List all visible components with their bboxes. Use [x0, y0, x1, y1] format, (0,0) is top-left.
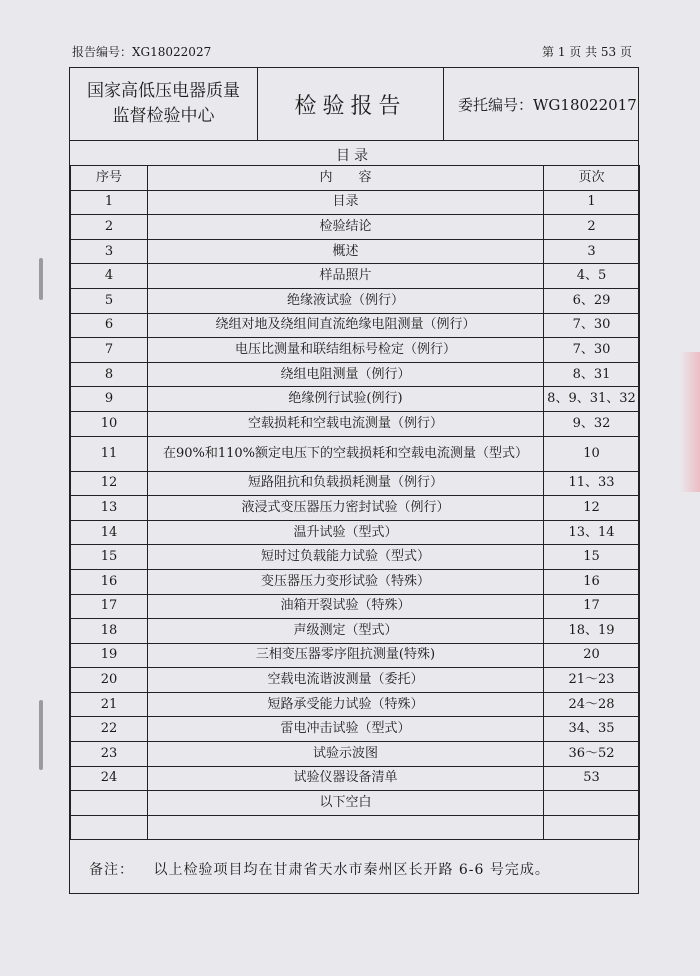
- toc-section: [69, 141, 639, 894]
- toc-cell-seq: 3: [71, 239, 148, 264]
- seal-edge: [680, 352, 700, 492]
- toc-cell-content: 短时过负载能力试验（型式）: [148, 545, 544, 570]
- toc-cell-content: 检验结论: [148, 215, 544, 240]
- toc-cell-content: 空载损耗和空载电流测量（例行）: [148, 411, 544, 436]
- toc-cell-seq: 10: [71, 411, 148, 436]
- col-seq-header: 序号: [71, 166, 148, 191]
- toc-cell-content: [148, 815, 544, 840]
- toc-cell-seq: 12: [71, 471, 148, 496]
- toc-cell-page: 17: [544, 594, 640, 619]
- table-row: [71, 411, 640, 436]
- table-row: [71, 717, 640, 742]
- toc-cell-page: [544, 815, 640, 840]
- toc-cell-content: 以下空白: [148, 791, 544, 816]
- toc-cell-seq: 20: [71, 668, 148, 693]
- toc-cell-page: 12: [544, 496, 640, 521]
- organization-cell: [70, 68, 258, 140]
- toc-cell-seq: 2: [71, 215, 148, 240]
- page-number: 第 1 页 共 53 页: [542, 45, 632, 59]
- toc-cell-seq: 9: [71, 387, 148, 412]
- toc-cell-seq: [71, 815, 148, 840]
- toc-cell-seq: 13: [71, 496, 148, 521]
- table-row: [71, 668, 640, 693]
- toc-cell-content: 在90%和110%额定电压下的空载损耗和空载电流测量（型式）: [148, 436, 544, 471]
- toc-cell-content: 液浸式变压器压力密封试验（例行）: [148, 496, 544, 521]
- toc-cell-content: 绝缘液试验（例行）: [148, 288, 544, 313]
- table-row: [71, 239, 640, 264]
- toc-cell-content: 三相变压器零序阻抗测量(特殊): [148, 643, 544, 668]
- table-row: [71, 766, 640, 791]
- table-row: [71, 288, 640, 313]
- toc-table: [70, 165, 640, 840]
- table-row: [71, 791, 640, 816]
- toc-cell-seq: [71, 791, 148, 816]
- toc-cell-page: 4、5: [544, 264, 640, 289]
- table-row: [71, 569, 640, 594]
- table-row: [71, 742, 640, 767]
- toc-cell-seq: 14: [71, 520, 148, 545]
- toc-cell-seq: 17: [71, 594, 148, 619]
- table-row: [71, 362, 640, 387]
- toc-cell-seq: 22: [71, 717, 148, 742]
- page-header-line: [72, 43, 632, 60]
- toc-cell-page: 20: [544, 643, 640, 668]
- toc-cell-content: 短路承受能力试验（特殊）: [148, 692, 544, 717]
- toc-cell-page: 9、32: [544, 411, 640, 436]
- table-row: [71, 815, 640, 840]
- toc-cell-page: 10: [544, 436, 640, 471]
- col-content-header: 内 容: [148, 166, 544, 191]
- toc-title: 目录: [336, 148, 372, 164]
- table-row: [71, 619, 640, 644]
- toc-cell-page: 3: [544, 239, 640, 264]
- binder-hole: [39, 258, 43, 300]
- toc-cell-seq: 23: [71, 742, 148, 767]
- table-row: [71, 496, 640, 521]
- note-label: 备注：: [89, 862, 134, 878]
- toc-cell-seq: 6: [71, 313, 148, 338]
- toc-cell-page: 16: [544, 569, 640, 594]
- toc-cell-seq: 21: [71, 692, 148, 717]
- toc-cell-page: [544, 791, 640, 816]
- toc-cell-content: 雷电冲击试验（型式）: [148, 717, 544, 742]
- toc-cell-seq: 8: [71, 362, 148, 387]
- toc-cell-content: 概述: [148, 239, 544, 264]
- table-row: [71, 313, 640, 338]
- report-number: 报告编号：XG18022027: [72, 45, 212, 59]
- toc-cell-seq: 7: [71, 338, 148, 363]
- toc-cell-page: 7、30: [544, 313, 640, 338]
- toc-cell-content: 绕组电阻测量（例行）: [148, 362, 544, 387]
- toc-cell-seq: 4: [71, 264, 148, 289]
- table-row: [71, 215, 640, 240]
- toc-cell-content: 声级测定（型式）: [148, 619, 544, 644]
- table-row: [71, 545, 640, 570]
- toc-cell-page: 24～28: [544, 692, 640, 717]
- table-row: [71, 387, 640, 412]
- toc-cell-content: 油箱开裂试验（特殊）: [148, 594, 544, 619]
- toc-cell-seq: 1: [71, 190, 148, 215]
- toc-cell-page: 36～52: [544, 742, 640, 767]
- toc-cell-page: 34、35: [544, 717, 640, 742]
- toc-cell-page: 21～23: [544, 668, 640, 693]
- toc-cell-seq: 18: [71, 619, 148, 644]
- toc-cell-content: 变压器压力变形试验（特殊）: [148, 569, 544, 594]
- table-row: [71, 594, 640, 619]
- toc-cell-content: 绝缘例行试验(例行): [148, 387, 544, 412]
- report-title: 检验报告: [258, 68, 444, 140]
- toc-cell-content: 电压比测量和联结组标号检定（例行）: [148, 338, 544, 363]
- toc-cell-content: 试验仪器设备清单: [148, 766, 544, 791]
- col-page-header: 页次: [544, 166, 640, 191]
- toc-cell-seq: 16: [71, 569, 148, 594]
- toc-cell-seq: 5: [71, 288, 148, 313]
- table-row: [71, 436, 640, 471]
- toc-header-row: [71, 166, 640, 191]
- toc-cell-page: 13、14: [544, 520, 640, 545]
- toc-cell-content: 试验示波图: [148, 742, 544, 767]
- toc-cell-seq: 24: [71, 766, 148, 791]
- toc-cell-page: 1: [544, 190, 640, 215]
- report-header: [69, 67, 639, 141]
- toc-cell-page: 6、29: [544, 288, 640, 313]
- toc-cell-seq: 19: [71, 643, 148, 668]
- toc-cell-page: 53: [544, 766, 640, 791]
- commission-number: 委托编号：WG18022017: [458, 95, 637, 114]
- toc-cell-content: 空载电流谐波测量（委托）: [148, 668, 544, 693]
- toc-cell-seq: 11: [71, 436, 148, 471]
- table-row: [71, 471, 640, 496]
- toc-cell-content: 样品照片: [148, 264, 544, 289]
- table-row: [71, 520, 640, 545]
- toc-cell-content: 绕组对地及绕组间直流绝缘电阻测量（例行）: [148, 313, 544, 338]
- toc-cell-content: 短路阻抗和负载损耗测量（例行）: [148, 471, 544, 496]
- table-row: [71, 643, 640, 668]
- toc-cell-page: 8、9、31、32: [544, 387, 640, 412]
- toc-cell-page: 11、33: [544, 471, 640, 496]
- toc-cell-content: 目录: [148, 190, 544, 215]
- toc-cell-page: 15: [544, 545, 640, 570]
- toc-cell-page: 2: [544, 215, 640, 240]
- toc-cell-page: 18、19: [544, 619, 640, 644]
- organization-line-1: 国家高低压电器质量: [87, 81, 240, 101]
- table-row: [71, 338, 640, 363]
- note: [89, 859, 550, 879]
- table-row: [71, 264, 640, 289]
- table-row: [71, 692, 640, 717]
- organization-line-2: 监督检验中心: [112, 106, 215, 126]
- toc-cell-content: 温升试验（型式）: [148, 520, 544, 545]
- toc-cell-page: 7、30: [544, 338, 640, 363]
- table-row: [71, 190, 640, 215]
- toc-cell-seq: 15: [71, 545, 148, 570]
- binder-hole: [39, 700, 43, 770]
- note-text: 以上检验项目均在甘肃省天水市秦州区长开路 6-6 号完成。: [153, 862, 550, 878]
- toc-cell-page: 8、31: [544, 362, 640, 387]
